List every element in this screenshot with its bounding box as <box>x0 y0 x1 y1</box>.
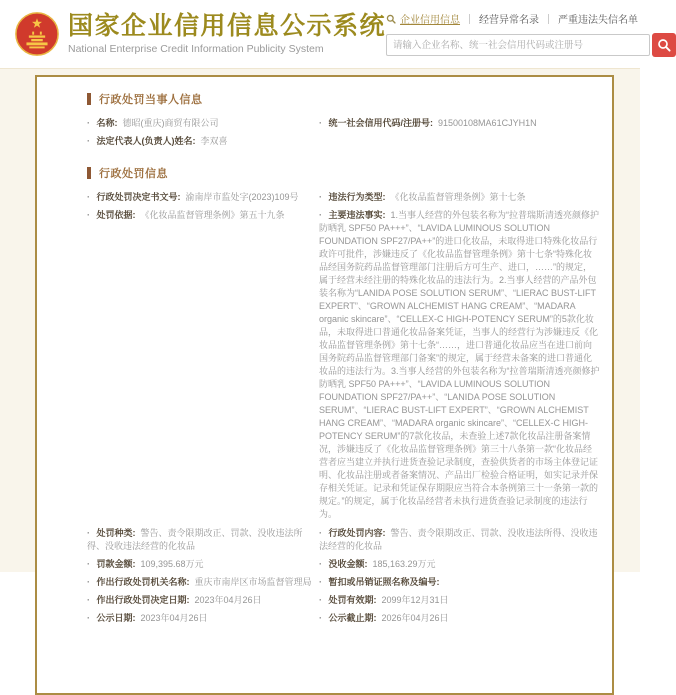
field-label: 没收金额: <box>328 559 368 569</box>
search-bar <box>386 33 676 57</box>
search-icon <box>657 38 671 52</box>
site-title: 国家企业信用信息公示系统 <box>68 12 387 41</box>
field-label: 公示截止期: <box>328 613 377 623</box>
field-label: 法定代表人(负责人)姓名: <box>96 136 196 146</box>
nav-item-enterprise-credit-info[interactable]: 企业信用信息 <box>400 15 461 26</box>
penalty-detail-panel <box>35 75 614 695</box>
search-button[interactable] <box>652 33 676 57</box>
section-title-text: 行政处罚当事人信息 <box>99 94 203 106</box>
nav-item-serious-violation-list[interactable]: 严重违法失信名单 <box>558 15 639 26</box>
field-company-name <box>87 117 319 130</box>
field-value: 重庆市南岸区市场监督管理局 <box>194 577 312 587</box>
field-credit-code <box>319 117 600 130</box>
field-value: 2023年04月26日 <box>194 595 262 605</box>
field-confiscation-amount <box>319 558 600 571</box>
header-right <box>386 11 676 57</box>
field-label: 行政处罚决定书文号: <box>96 192 181 202</box>
top-nav <box>386 11 676 26</box>
field-publicity-deadline <box>319 612 600 625</box>
section-title-party <box>87 91 600 107</box>
penalty-info-grid <box>87 191 600 630</box>
column-spacer <box>87 227 319 527</box>
section-title-penalty <box>87 165 600 181</box>
field-label: 作出行政处罚机关名称: <box>96 577 190 587</box>
field-value: 91500108MA61CJYH1N <box>438 118 537 128</box>
field-decision-date <box>87 594 319 607</box>
field-fine-amount <box>87 558 319 571</box>
site-header <box>0 0 640 68</box>
party-right-column <box>319 117 600 153</box>
field-value: 2023年04月26日 <box>140 613 208 623</box>
field-label: 作出行政处罚决定日期: <box>96 595 190 605</box>
section-marker-icon <box>87 167 91 179</box>
party-info-grid <box>87 117 600 153</box>
nav-item-abnormal-operations-list[interactable]: 经营异常名录 <box>479 15 540 26</box>
field-penalty-basis <box>87 209 319 222</box>
nav-divider <box>548 14 549 24</box>
nav-divider <box>469 14 470 24</box>
field-violation-type <box>319 191 600 204</box>
field-label: 公示日期: <box>96 613 136 623</box>
penalty-right-column <box>319 191 600 630</box>
field-label: 罚款金额: <box>96 559 136 569</box>
field-label: 处罚有效期: <box>328 595 377 605</box>
field-penalty-content <box>319 527 600 553</box>
page-body <box>0 68 640 623</box>
field-value: 2026年04月26日 <box>381 613 449 623</box>
field-label: 名称: <box>96 118 118 128</box>
field-license-revoked <box>319 576 600 589</box>
field-decision-number <box>87 191 319 204</box>
field-publicity-date <box>87 612 319 625</box>
field-penalty-authority <box>87 576 319 589</box>
search-input[interactable] <box>386 34 650 56</box>
section-marker-icon <box>87 93 91 105</box>
site-subtitle: National Enterprise Credit Information Publicity System <box>68 42 324 55</box>
field-label: 处罚依据: <box>96 210 136 220</box>
penalty-left-column <box>87 191 319 630</box>
party-left-column <box>87 117 319 153</box>
field-label: 暂扣或吊销证照名称及编号: <box>328 577 440 587</box>
field-label: 统一社会信用代码/注册号: <box>328 118 434 128</box>
field-label: 主要违法事实: <box>328 210 386 220</box>
national-emblem-icon <box>14 11 60 57</box>
field-value: 1.当事人经营的外包装名称为“拉普瑞斯清透亮颜修护防晒乳 SPF50 PA+++”、“LAVIDA LUMINOUS SOLUTION FOUNDATION SPF27/PA++”的进口化妆品，未取得进口特殊化妆品行政许可批件，涉嫌违反了《化妆品监督管理条例》第十七条“特殊化妆品经国务院药品监督管理部门注册后方可生产、进口，……”的规定，属于经营未经注册的特殊化妆品的违法行为。2.当事人经营的产品外包装名称为“LANIDA POSE SOLUTION SERUM”、“LIERAC BUST-LIFT EXPERT”、“GROWN ALCHEMIST HANG CREAM”、“MADARA organic skincare”、“CELLEX-C HIGH-POTENCY SERUM”的5款化妆品，未取得进口普通化妆品备案凭证，当事人的经营行为涉嫌违反《化妆品监督管理条例》第十七条“……，进口普通化妆品应当在进口前向国务院药品监督管理部门备案”的规定，属于经营未备案的进口普通化妆品的违法行为。3.当事人经营的外包装名称为“拉普瑞斯清透亮颜修护防晒乳 SPF50 PA+++”、“LAVIDA LUMINOUS SOLUTION FOUNDATION SPF27/PA++”、“LANIDA POSE SOLUTION SERUM”、“LIERAC BUST-LIFT EXPERT”、“GROWN ALCHEMIST HANG CREAM”、“MADARA organic skincare”、“CELLEX-C HIGH-POTENCY SERUM”的7款化妆品，未查验上述7款化妆品注册备案情况，涉嫌违反了《化妆品监督管理条例》第三十八条第一款“化妆品经营者应当建立并执行进货查验记录制度，查验供货者的市场主体登记证明、化妆品注册或者备案情况、产品出厂检验合格证明，如实记录并保存相关凭证。记录和凭证保存期限应当符合本条例第三十一条第一款的规定。”的规定，属于化妆品经营者未执行进货查验记录制度的违法行为。 <box>319 210 600 519</box>
section-title-text: 行政处罚信息 <box>99 168 168 180</box>
field-label: 违法行为类型: <box>328 192 386 202</box>
field-penalty-validity <box>319 594 600 607</box>
field-value: 185,163.29万元 <box>372 559 436 569</box>
search-icon <box>386 14 396 24</box>
field-value: 2099年12月31日 <box>381 595 449 605</box>
field-value: 《化妆品监督管理条例》第五十九条 <box>140 210 285 220</box>
field-value: 李双喜 <box>200 136 228 146</box>
field-value: 警告、责令限期改正、罚款、没收违法所得、没收违法经营的化妆品 <box>87 528 303 551</box>
field-label: 行政处罚内容: <box>328 528 386 538</box>
field-violation-facts <box>319 209 600 521</box>
field-value: 警告、责令限期改正、罚款、没收违法所得、没收违法经营的化妆品 <box>319 528 598 551</box>
national-emblem-logo[interactable] <box>14 11 60 57</box>
field-value: 109,395.68万元 <box>140 559 204 569</box>
field-label: 处罚种类: <box>96 528 136 538</box>
field-legal-representative <box>87 135 319 148</box>
site-title-block <box>68 13 386 54</box>
field-penalty-types <box>87 527 319 553</box>
field-value: 《化妆品监督管理条例》第十七条 <box>390 192 526 202</box>
field-value: 德昭(重庆)商贸有限公司 <box>122 118 219 128</box>
field-value: 渝南岸市监处字(2023)109号 <box>185 192 299 202</box>
